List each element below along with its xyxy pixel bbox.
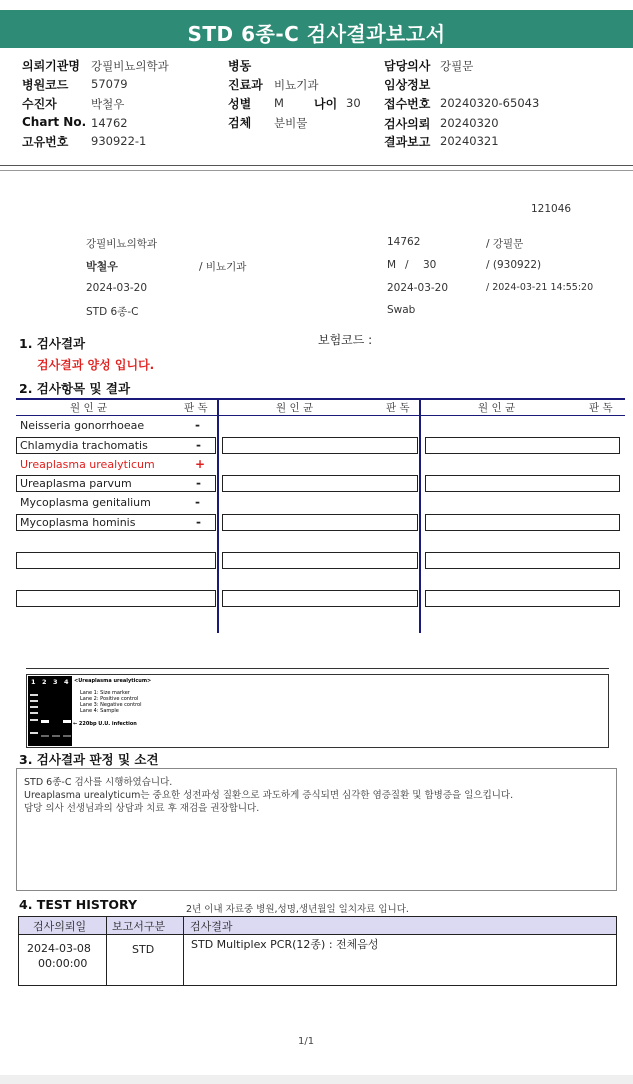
empty-row <box>16 552 216 569</box>
result-row <box>16 514 216 531</box>
gel-legend-item: Lane 2: Positive control <box>80 696 139 702</box>
print-hospital: 강필비뇨의학과 <box>86 238 158 250</box>
gel-band <box>30 694 38 696</box>
lane-number: 4 <box>64 678 69 686</box>
gel-band-note: ← 220bp U.U. infection <box>73 721 137 727</box>
result-row <box>17 458 215 473</box>
pathogen-verdict: - <box>195 495 200 509</box>
result-row <box>17 496 215 511</box>
print-date-1: 2024-03-20 <box>86 282 148 294</box>
table-divider-2 <box>419 398 421 633</box>
pathogen-verdict: + <box>195 457 206 471</box>
result-row <box>16 437 216 454</box>
section1-heading: 1. 검사결과 <box>19 336 86 351</box>
gel-legend-item: Lane 4: Sample <box>80 708 119 714</box>
table-divider-1 <box>217 398 219 633</box>
gel-band <box>30 732 38 734</box>
gel-band <box>63 720 71 723</box>
opinion-line: STD 6종-C 검사를 시행하였습니다. <box>24 777 173 788</box>
hospital-value: 강필비뇨의학과 <box>91 59 169 73</box>
section2-heading: 2. 검사항목 및 결과 <box>19 381 131 396</box>
gel-band <box>30 706 38 708</box>
header-divider-2 <box>0 170 633 171</box>
empty-row <box>222 437 418 454</box>
history-note: 2년 이내 자료중 병원,성명,생년월일 일치자료 입니다. <box>186 904 409 915</box>
request-date-value: 20240320 <box>440 116 499 130</box>
pathogen-name: Mycoplasma hominis <box>20 516 136 529</box>
history-col-type: 보고서구분 <box>112 920 166 933</box>
lane-number: 2 <box>42 678 47 686</box>
gel-band <box>30 719 38 721</box>
empty-row <box>425 590 620 607</box>
result-row <box>17 419 215 434</box>
print-patient: 박철우 <box>86 260 118 273</box>
print-code: 121046 <box>531 203 572 215</box>
gel-band <box>30 712 38 714</box>
report-date-value: 20240321 <box>440 134 499 148</box>
patient-label: 수진자 <box>22 97 57 111</box>
empty-row <box>425 552 620 569</box>
gel-rule <box>26 668 609 669</box>
history-result: STD Multiplex PCR(12종) : 전체음성 <box>191 938 379 951</box>
report-title: STD 6종-C 검사결과보고서 <box>187 22 446 46</box>
doctor-value: 강필문 <box>440 59 474 73</box>
print-idno: / (930922) <box>486 259 542 271</box>
lane-number: 3 <box>53 678 58 686</box>
empty-row <box>425 514 620 531</box>
history-col-result: 검사결과 <box>190 920 233 933</box>
print-age: 30 <box>423 259 437 271</box>
gel-legend-item: Lane 1: Size marker <box>80 690 130 696</box>
history-col-date: 검사의뢰일 <box>33 920 87 933</box>
pathogen-name: Chlamydia trachomatis <box>20 439 148 452</box>
department-label: 진료과 <box>228 78 263 92</box>
page-number: 1/1 <box>298 1036 315 1047</box>
gel-band <box>41 720 49 723</box>
history-date: 2024-03-08 <box>27 942 91 955</box>
pathogen-verdict: - <box>196 438 201 452</box>
table-header-rule <box>16 415 625 416</box>
unique-no-label: 고유번호 <box>22 135 69 149</box>
print-specimen: Swab <box>387 304 416 316</box>
empty-row <box>16 590 216 607</box>
print-dept: / 비뇨기과 <box>199 261 247 273</box>
bottom-bar <box>0 1075 633 1084</box>
print-test: STD 6종-C <box>86 306 139 318</box>
request-date-label: 검사의뢰 <box>384 117 431 131</box>
pathogen-verdict: - <box>196 515 201 529</box>
col-pathogen-1: 원 인 균 <box>70 402 108 414</box>
print-date-2: 2024-03-20 <box>387 282 449 294</box>
print-slash: / <box>405 259 409 271</box>
history-col-divider <box>183 917 184 985</box>
department-value: 비뇨기과 <box>274 78 319 92</box>
age-value: 30 <box>346 96 361 110</box>
gel-band <box>41 735 49 737</box>
pathogen-verdict: - <box>195 418 200 432</box>
print-datetime: / 2024-03-21 14:55:20 <box>486 282 594 293</box>
history-time: 00:00:00 <box>38 957 88 970</box>
gel-band <box>30 700 38 702</box>
lane-number: 1 <box>31 678 36 686</box>
pathogen-name: Neisseria gonorrhoeae <box>20 419 145 432</box>
pathogen-verdict: - <box>196 476 201 490</box>
empty-row <box>425 437 620 454</box>
pathogen-name: Ureaplasma urealyticum <box>20 458 155 471</box>
empty-row <box>222 552 418 569</box>
empty-row <box>222 475 418 492</box>
patient-value: 박철우 <box>91 97 125 111</box>
gel-legend-item: Lane 3: Negative control <box>80 702 142 708</box>
result-summary: 검사결과 양성 입니다. <box>37 358 155 372</box>
history-type: STD <box>132 943 155 956</box>
col-pathogen-3: 원 인 균 <box>478 402 516 414</box>
col-pathogen-2: 원 인 균 <box>276 402 314 414</box>
empty-row <box>222 514 418 531</box>
receipt-no-value: 20240320-65043 <box>440 96 540 110</box>
gel-band <box>63 735 71 737</box>
col-verdict-3: 판 독 <box>589 402 613 414</box>
specimen-value: 분비물 <box>274 116 308 130</box>
gel-title: <Ureaplasma urealyticum> <box>74 678 152 684</box>
gel-band <box>52 735 60 737</box>
insurance-code-label: 보험코드 : <box>318 333 373 347</box>
history-col-divider <box>106 917 107 985</box>
opinion-line: 담당 의사 선생님과의 상담과 치료 후 재검을 권장합니다. <box>24 803 260 814</box>
print-chart: 14762 <box>387 236 421 248</box>
sex-value: M <box>274 96 284 110</box>
col-verdict-1: 판 독 <box>184 402 208 414</box>
hospital-label: 의뢰기관명 <box>22 59 80 73</box>
pathogen-name: Mycoplasma genitalium <box>20 496 151 509</box>
print-sex: M <box>387 259 397 271</box>
chart-no-label: Chart No. <box>22 115 87 129</box>
result-row <box>16 475 216 492</box>
empty-row <box>425 475 620 492</box>
report-date-label: 결과보고 <box>384 135 431 149</box>
print-doctor: / 강필문 <box>486 238 524 250</box>
pathogen-name: Ureaplasma parvum <box>20 477 132 490</box>
ward-label: 병동 <box>228 59 252 73</box>
section3-heading: 3. 검사결과 판정 및 소견 <box>19 752 159 767</box>
doctor-label: 담당의사 <box>384 59 431 73</box>
age-label: 나이 <box>314 97 338 111</box>
section4-heading: 4. TEST HISTORY <box>19 897 138 912</box>
sex-label: 성별 <box>228 97 252 111</box>
chart-no-value: 14762 <box>91 116 128 130</box>
empty-row <box>222 590 418 607</box>
table-top-rule <box>16 398 625 400</box>
receipt-no-label: 접수번호 <box>384 97 431 111</box>
clinical-info-label: 임상정보 <box>384 78 431 92</box>
hospital-code-label: 병원코드 <box>22 78 69 92</box>
unique-no-value: 930922-1 <box>91 134 147 148</box>
history-table-header <box>19 917 616 935</box>
col-verdict-2: 판 독 <box>386 402 410 414</box>
specimen-label: 검체 <box>228 116 252 130</box>
header-divider <box>0 165 633 166</box>
opinion-line: Ureaplasma urealyticum는 중요한 성전파성 질환으로 과도하게 증식되면 심각한 염증질환 및 합병증을 일으킵니다. <box>24 790 514 801</box>
hospital-code-value: 57079 <box>91 77 128 91</box>
